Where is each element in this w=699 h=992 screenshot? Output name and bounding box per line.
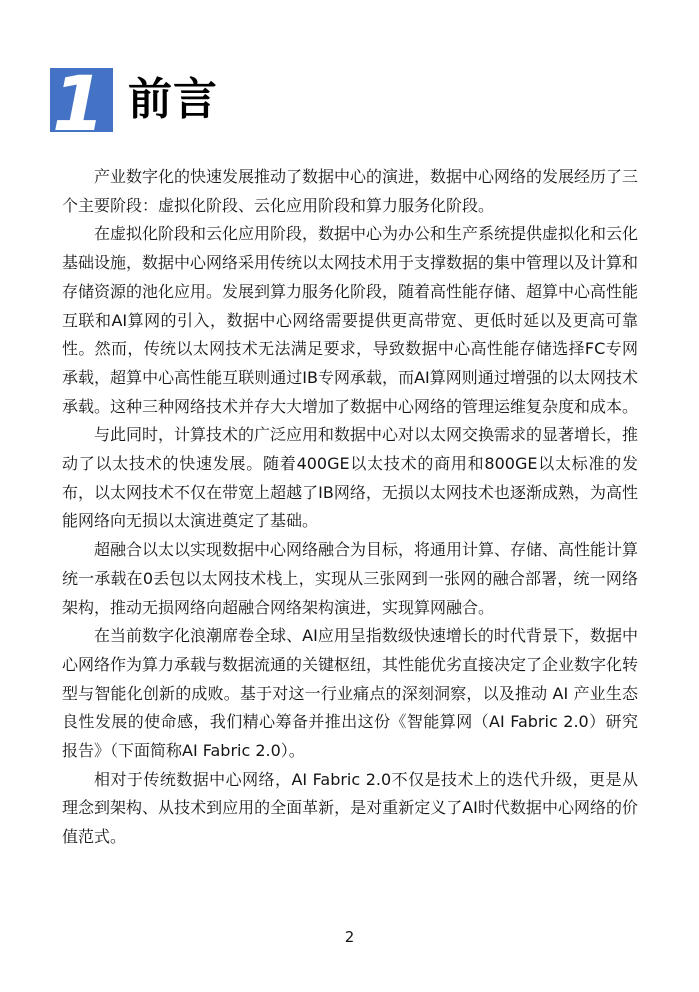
page-footer (0, 928, 699, 946)
paragraph-5: 在当前数字化浪潮席卷全球、AI应用呈指数级快速增长的时代背景下，数据中心网络作为算力承载与数据流通的关键枢纽，其性能优劣直接决定了企业数字化转型与智能化创新的成败。基于对这一行业痛点的深刻洞察，以及推动 AI 产业生态良性发展的使命感，我们精心筹备并推出这份《智能算网（AI Fabric 2.0）研究报告》（下面简称AI Fabric 2.0）。 (62, 626, 639, 761)
chapter-title: 前言 (128, 74, 218, 125)
paragraph-2: 在虚拟化阶段和云化应用阶段，数据中心为办公和生产系统提供虚拟化和云化基础设施，数据中心网络采用传统以太网技术用于支撑数据的集中管理以及计算和存储资源的池化应用。发展到算力服务化阶段，随着高性能存储、超算中心高性能互联和AI算网的引入，数据中心网络需要提供更高带宽、更低时延以及更高可靠性。然而，传统以太网技术无法满足要求，导致数据中心高性能存储选择FC专网承载，超算中心高性能互联则通过IB专网承载，而AI算网则通过增强的以太网技术承载。这种三种网络技术并存大大增加了数据中心网络的管理运维复杂度和成本。 (62, 224, 639, 416)
body-text (62, 163, 638, 852)
paragraph-6: 相对于传统数据中心网络，AI Fabric 2.0不仅是技术上的迭代升级，更是从理念到架构、从技术到应用的全面革新，是对重新定义了AI时代数据中心网络的价值范式。 (62, 769, 638, 847)
paragraph-4: 超融合以太以实现数据中心网络融合为目标，将通用计算、存储、高性能计算统一承载在0丢包以太网技术栈上，实现从三张网到一张网的融合部署，统一网络架构，推动无损网络向超融合网络架构演进，实现算网融合。 (62, 540, 639, 617)
paragraph-1: 产业数字化的快速发展推动了数据中心的演进，数据中心网络的发展经历了三个主要阶段：虚拟化阶段、云化应用阶段和算力服务化阶段。 (62, 167, 639, 215)
page-number: 2 (344, 928, 355, 946)
chapter-heading (50, 68, 218, 132)
chapter-number-box (50, 68, 113, 132)
chapter-number: 1 (52, 68, 105, 132)
paragraph-3: 与此同时，计算技术的广泛应用和数据中心对以太网交换需求的显著增长，推动了以太技术的快速发展。随着400GE以太技术的商用和800GE以太标准的发布，以太网技术不仅在带宽上超越了IB网络，无损以太网技术也逐渐成熟，为高性能网络向无损以太演进奠定了基础。 (62, 425, 639, 531)
